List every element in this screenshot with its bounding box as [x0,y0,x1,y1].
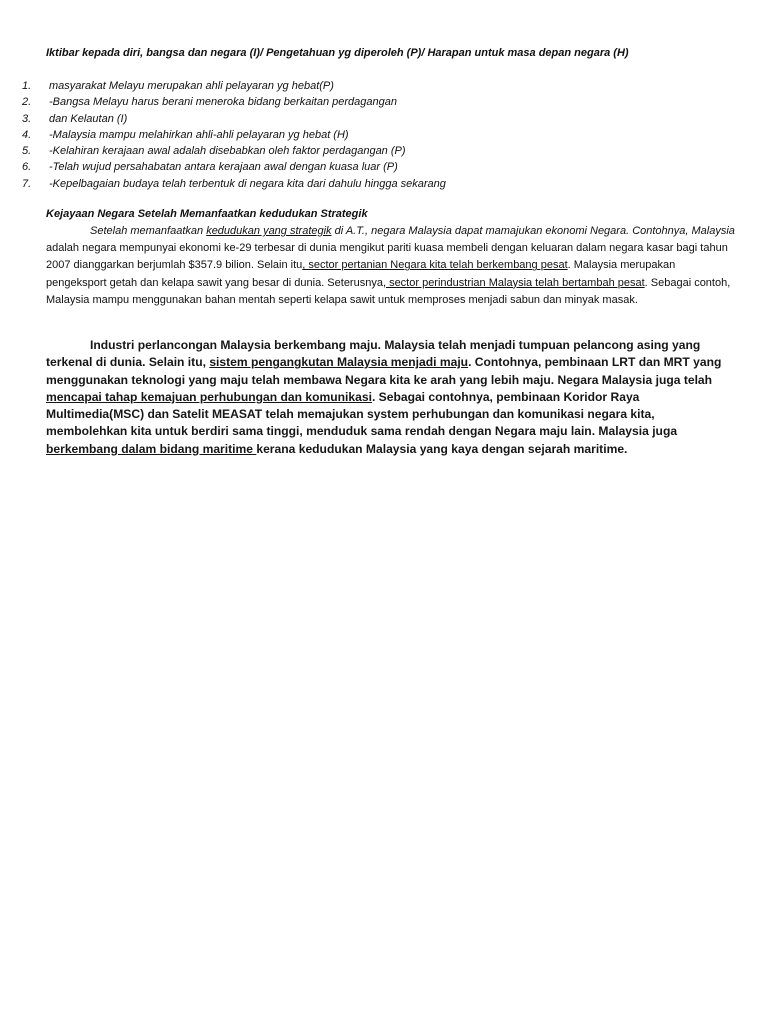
paragraph-text: . Sebagai contohnya, pembinaan Koridor Raya Multimedia(MSC) dan Satelit MEASAT telah memajukan system perhubungan dan komunikasi negara kita, membolehkan kita untuk berdiri sama tinggi, menduduk sama rendah dengan Negara maju lain. Malaysia juga [46,389,678,439]
paragraph-text: Industri perlancongan Malaysia berkembang maju. Malaysia telah menjadi tumpuan pelancong asing yang terkenal di dunia. Selain itu, [46,338,701,370]
list-text: dan Kelautan (I) [49,112,128,125]
paragraph-text: adalah negara mempunyai ekonomi ke-29 terbesar di dunia mengikut pariti kuasa membeli dengan keluaran dalam negara kasar bagi tahun 2007 dianggarkan berjumlah $357.9 bilion. Selain itu [46,242,728,272]
list-number: 4. [22,128,32,141]
heading-part-pengetahuan: Pengetahuan yg diperoleh (P) [266,47,422,59]
underlined-phrase: , sector perindustrian Malaysia telah bertambah pesat [382,276,645,289]
list-item [0,145,760,161]
list-text: -Kelahiran kerajaan awal adalah disebabkan oleh faktor perdagangan (P) [49,145,406,158]
heading-separator: / [259,47,267,59]
list-number: 2. [22,96,32,109]
underlined-phrase: mencapai tahap kemajuan perhubungan dan komunikasi [46,389,372,404]
list-number: 5. [22,145,32,158]
list-text: -Malaysia mampu melahirkan ahli-ahli pelayaran yg hebat (H) [49,128,349,141]
paragraph-strategic-position [46,223,736,309]
list-number: 6. [22,161,32,174]
underlined-phrase: kedudukan yang strategik [206,225,332,237]
paragraph-tourism [46,337,726,458]
paragraph-text: . Sebagai contoh, Malaysia mampu menggunakan bahan mentah seperti kelapa sawit untuk memproses menjadi sabun dan minyak masak. [46,276,731,306]
page-heading [46,47,746,59]
section-title: Kejayaan Negara Setelah Memanfaatkan kedudukan Strategik [46,208,368,220]
underlined-phrase: , sector pertanian Negara kita telah berkembang pesat [302,259,568,272]
list-item [0,178,760,194]
list-number: 3. [22,112,32,125]
list-item [0,80,760,96]
paragraph-text: Setelah memanfaatkan [90,225,207,237]
list-text: -Bangsa Melayu harus berani meneroka bidang berkaitan perdagangan [49,96,397,109]
heading-separator: / [421,47,428,59]
list-item [0,161,760,177]
list-number: 7. [22,177,32,190]
heading-part-iktibar: Iktibar kepada diri, bangsa dan negara (I) [46,47,260,59]
underlined-phrase: berkembang dalam bidang maritime [46,441,257,456]
paragraph-text: . Contohnya, pembinaan LRT dan MRT yang menggunakan teknologi yang maju telah membawa Negara kita ke arah yang lebih maju. Negara Malaysia juga telah [46,355,722,387]
paragraph-text: . Malaysia merupakan pengeksport getah dan kelapa sawit yang besar di dunia. Seterusnya [46,259,676,289]
heading-part-harapan: Harapan untuk masa depan negara (H) [427,47,629,59]
list-item [0,129,760,145]
list-text: masyarakat Melayu merupakan ahli pelayaran yg hebat(P) [49,80,334,92]
list-item [0,96,760,112]
paragraph-text: di A.T., negara Malaysia dapat mamajukan ekonomi Negara. Contohnya, Malaysia [331,225,735,237]
list-item [0,113,760,129]
list-text: -Telah wujud persahabatan antara kerajaan awal dengan kuasa luar (P) [49,161,398,174]
underlined-phrase: sistem pengangkutan Malaysia menjadi maju [209,355,469,370]
numbered-list [0,80,760,194]
list-text: -Kepelbagaian budaya telah terbentuk di negara kita dari dahulu hingga sekarang [49,177,446,190]
list-number: 1. [22,80,32,92]
paragraph-text: kerana kedudukan Malaysia yang kaya dengan sejarah maritime. [256,441,628,456]
